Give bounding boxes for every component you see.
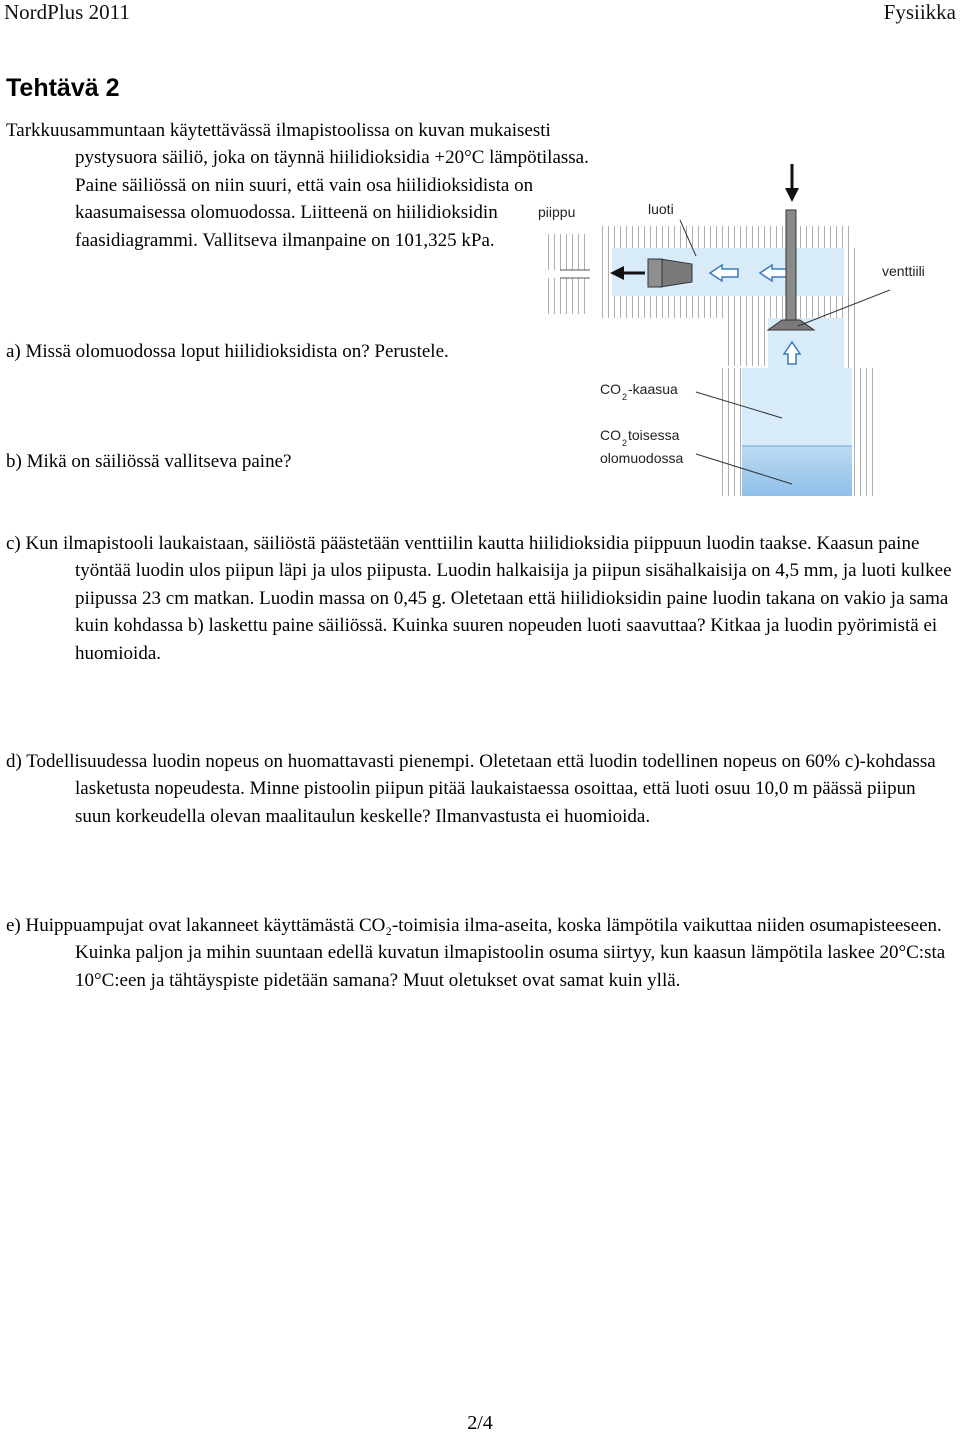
press-arrow [785, 164, 799, 202]
question-c: c) Kun ilmapistooli laukaistaan, säiliöstä päästetään venttiilin kautta hiilidioksidia piippuun luodin taakse. Kaasun paine työntää luodin ulos piipun läpi ja ulos piipusta. Luodin halkaisija ja piipun sisähalkaisija on 4,5 mm, ja luoti kulkee piipussa 23 cm matkan. Luodin massa on 0,45 g. Oletetaan että hiilidioksidin paine luodin takana on vakio ja sama kuin kohdassa b) laskettu paine säiliössä. Kuinka suuren nopeuden luoti saavuttaa? Kitkaa ja luodin pyörimistä ei huomioida. [6, 533, 952, 664]
question-d: d) Todellisuudessa luodin nopeus on huomattavasti pienempi. Oletetaan että luodin todellinen nopeus on 60% c)-kohdassa lasketusta nopeudesta. Minne pistoolin piipun pitää laukaistaessa osoittaa, että luoti osuu 10,0 m päässä piipun suun korkeudella olevan maalitaulun keskelle? Ilmanvastusta ei huomioida. [6, 751, 936, 827]
svg-text:-kaasua: -kaasua [628, 381, 678, 397]
page-number: 2/4 [467, 1412, 493, 1434]
tank [720, 368, 874, 496]
bullet-shape [660, 259, 692, 287]
svg-text:2: 2 [622, 438, 628, 448]
label-barrel: piippu [538, 204, 576, 220]
barrel [548, 234, 590, 314]
question-b: b) Mikä on säiliössä vallitseva paine? [6, 451, 292, 472]
air-pistol-diagram [530, 150, 950, 510]
label-co2-liquid [600, 427, 683, 466]
svg-text:CO: CO [600, 427, 621, 443]
header-course: NordPlus 2011 [4, 0, 130, 24]
svg-text:toisessa: toisessa [628, 427, 680, 443]
task-title: Tehtävä 2 [6, 74, 120, 102]
question-e: e) Huippuampujat ovat lakanneet käyttämästä CO₂-toimisia ilma-aseita, koska lämpötila vaikuttaa niiden osumapisteeseen. Kuinka paljon ja mihin suuntaan edellä kuvatun ilmapistoolin osuma siirtyy, kun kaasun lämpötila laskee 20°C:sta 10°C:een ja tähtäyspiste pidetään samana? Muut oletukset ovat samat kuin yllä. [6, 915, 946, 991]
header-subject: Fysiikka [883, 0, 956, 24]
task-intro: Tarkkuusammuntaan käytettävässä ilmapistoolissa on kuvan mukaisesti pystysuora säiliö, joka on täynnä hiilidioksidia +20°C lämpötilassa. Paine säiliössä on niin suuri, että vain osa hiilidioksidista on kaasumaisessa olomuodossa. Liitteenä on hiilidioksidin faasidiagrammi. Vallitseva ilmanpaine on 101,325 kPa. [6, 120, 589, 251]
label-bullet: luoti [648, 201, 674, 217]
svg-text:2: 2 [622, 392, 628, 402]
label-valve: venttiili [882, 263, 925, 279]
label-co2-gas [600, 381, 678, 402]
svg-text:olomuodossa: olomuodossa [600, 450, 684, 466]
svg-text:CO: CO [600, 381, 621, 397]
question-a: a) Missä olomuodossa loput hiilidioksidista on? Perustele. [6, 341, 449, 362]
